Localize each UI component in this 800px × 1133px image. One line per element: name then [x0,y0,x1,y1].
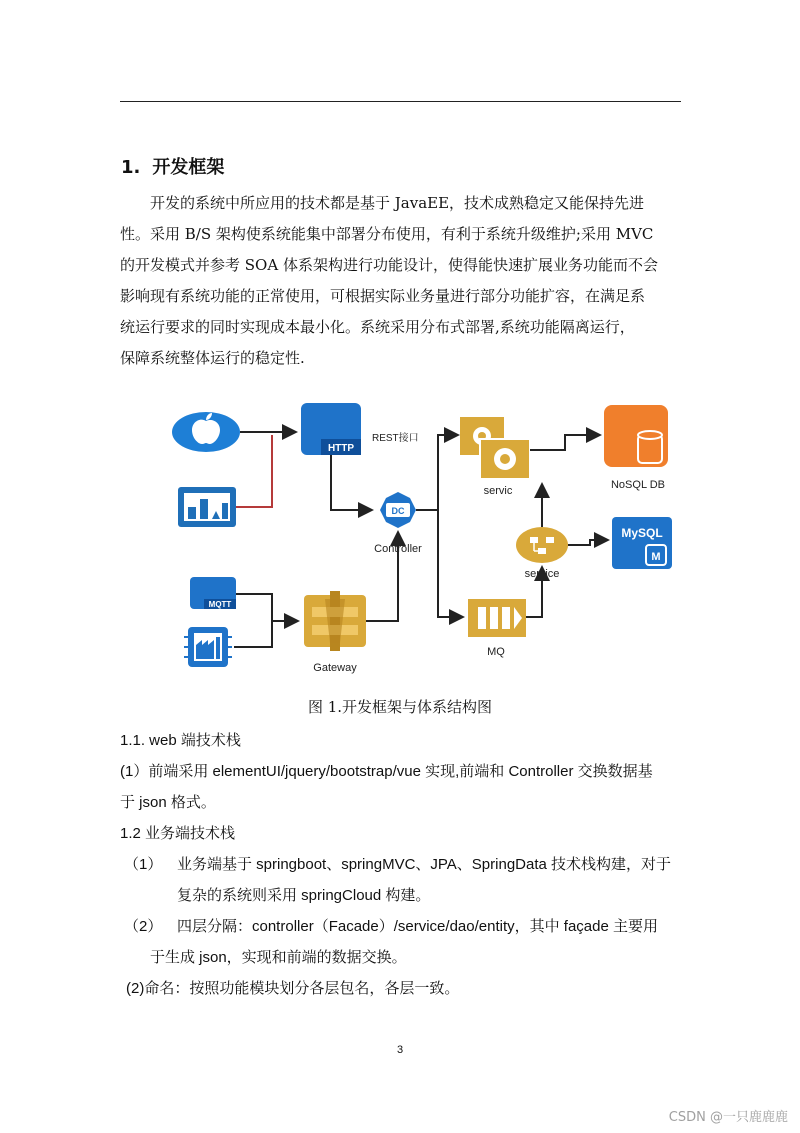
section-title: 开发框架 [152,157,225,178]
web-stack-line-2: 于 json 格式。 [120,794,216,811]
intro-line-3: 的开发模式并参考 SOA 体系架构进行功能设计，使得能快速扩展业务功能而不会 [120,256,658,274]
nosql-label: NoSQL DB [610,479,666,491]
controller-to-service-arrow [416,435,458,510]
biz-item-2-line-1: 四层分隔：controller（Facade）/service/dao/entity，其中 façade 主要用 [177,918,658,935]
mysql-m-label: M [651,551,661,563]
web-stack-line-1: (1）前端采用 elementUI/jquery/bootstrap/vue 实现,前端和 Controller 交换数据基 [120,763,653,780]
http-to-controller-arrow [331,455,372,510]
devices-bracket-line [234,594,272,647]
service-to-mysql-arrow [568,540,608,545]
mysql-db-icon [612,517,672,569]
mqtt-label: MQTT [208,600,232,609]
controller-label: Controller [374,543,422,555]
biz-stack-heading: 1.2 业务端技术栈 [120,825,236,842]
biz-item-3: (2)命名：按照功能模块划分各层包名，各层一致。 [126,980,460,997]
service-mid-label: service [524,568,560,580]
service-workflow-icon [516,527,568,563]
biz-item-1-line-1: 业务端基于 springboot、springMVC、JPA、SpringData 技术栈构建，对于 [177,856,672,873]
controller-icon [380,492,416,528]
intro-line-5: 统运行要求的同时实现成本最小化。系统采用分布式部署,系统功能隔离运行， [120,318,635,336]
biz-item-1-line-2: 复杂的系统则采用 springCloud 构建。 [177,887,431,904]
gateway-icon [304,591,366,651]
mysql-label: MySQL [621,526,663,540]
gateway-label: Gateway [313,662,357,674]
intro-line-1: 开发的系统中所应用的技术都是基于 JavaEE，技术成熟稳定又能保持先进 [150,194,645,212]
biz-item-2-marker: （2） [124,918,163,935]
architecture-diagram [160,395,680,685]
nosql-db-icon [604,405,668,467]
page-number: 3 [396,1044,404,1056]
mqtt-icon [190,577,236,609]
service-gears-icon [460,417,530,479]
csdn-watermark: CSDN @一只鹿鹿鹿 [668,1110,788,1125]
biz-item-1-marker: （1） [124,856,163,873]
controller-to-mq-arrow [438,510,463,617]
dc-label: DC [391,506,405,516]
service-to-nosql-arrow [530,435,600,450]
factory-device-icon [184,627,232,667]
service-top-label: servic [483,485,513,497]
header-rule [120,101,681,102]
rest-interface-label: REST接口 [372,433,419,444]
section-number: 1. [121,157,141,178]
dashboard-client-icon [178,487,236,527]
intro-line-4: 影响现有系统功能的正常使用，可根据实际业务量进行部分功能扩容，在满足系 [120,287,646,305]
http-icon [301,403,361,455]
mq-label: MQ [487,646,505,658]
intro-line-2: 性。采用 B/S 架构使系统能集中部署分布使用，有利于系统升级维护;采用 MVC [120,225,654,243]
dashboard-to-http-line [236,435,272,507]
biz-item-2-line-2: 于生成 json，实现和前端的数据交换。 [150,949,407,966]
web-stack-heading: 1.1. web 端技术栈 [120,732,241,749]
apple-client-icon [172,412,240,452]
mq-icon [468,599,526,637]
figure-caption: 图 1.开发框架与体系结构图 [307,698,493,716]
intro-line-6: 保障系统整体运行的稳定性. [120,349,305,367]
section-heading [121,153,224,179]
http-label: HTTP [327,443,355,454]
